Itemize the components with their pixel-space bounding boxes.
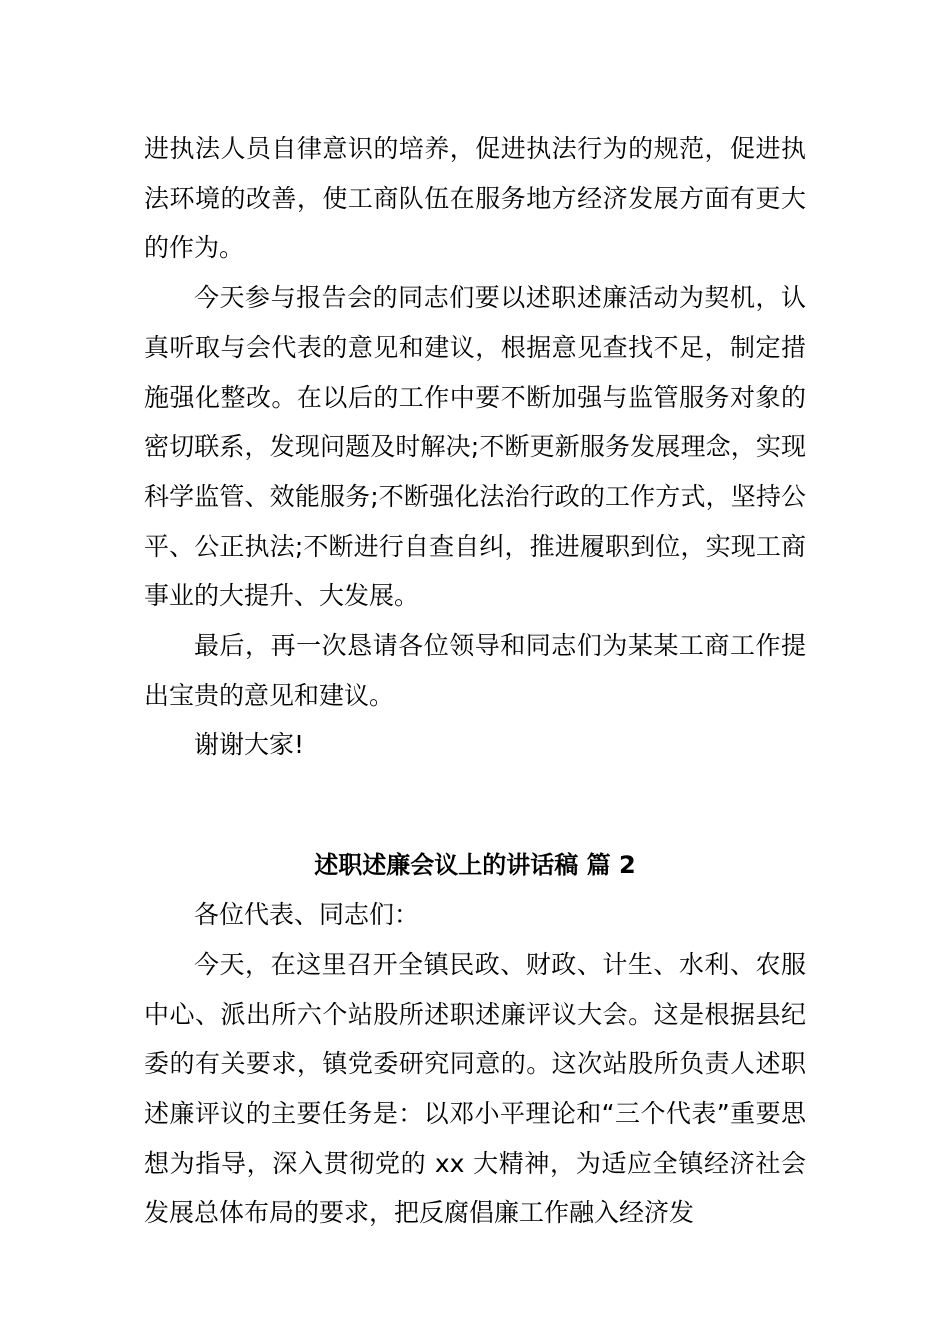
section-heading: 述职述廉会议上的讲话稿 篇 2 <box>314 851 636 880</box>
paragraph-continuation: 进执法人员自律意识的培养，促进执法行为的规范，促进执法环境的改善，使工商队伍在服务地方经济发展方面有更大的作为。 <box>144 134 806 263</box>
paragraph-closing-request: 最后，再一次恳请各位领导和同志们为某某工商工作提出宝贵的意见和建议。 <box>144 631 806 710</box>
paragraph-salutation: 各位代表、同志们： <box>194 900 420 930</box>
document-page <box>144 124 806 1238</box>
paragraph-body: 今天，在这里召开全镇民政、财政、计生、水利、农服中心、派出所六个站股所述职述廉评议大会。这是根据县纪委的有关要求，镇党委研究同意的。这次站股所负责人述职述廉评议的主要任务是：以邓小平理论和“三个代表”重要思想为指导，深入贯彻党的 xx 大精神，为适应全镇经济社会发展总体布局的要求，把反腐倡廉工作融入经济发 <box>144 949 806 1228</box>
paragraph-thanks: 谢谢大家! <box>194 730 305 760</box>
paragraph-body: 今天参与报告会的同志们要以述职述廉活动为契机，认真听取与会代表的意见和建议，根据意见查找不足，制定措施强化整改。在以后的工作中要不断加强与监管服务对象的密切联系，发现问题及时解决;不断更新服务发展理念，实现科学监管、效能服务;不断强化法治行政的工作方式，坚持公平、公正执法;不断进行自查自纠，推进履职到位，实现工商事业的大提升、大发展。 <box>144 283 806 611</box>
